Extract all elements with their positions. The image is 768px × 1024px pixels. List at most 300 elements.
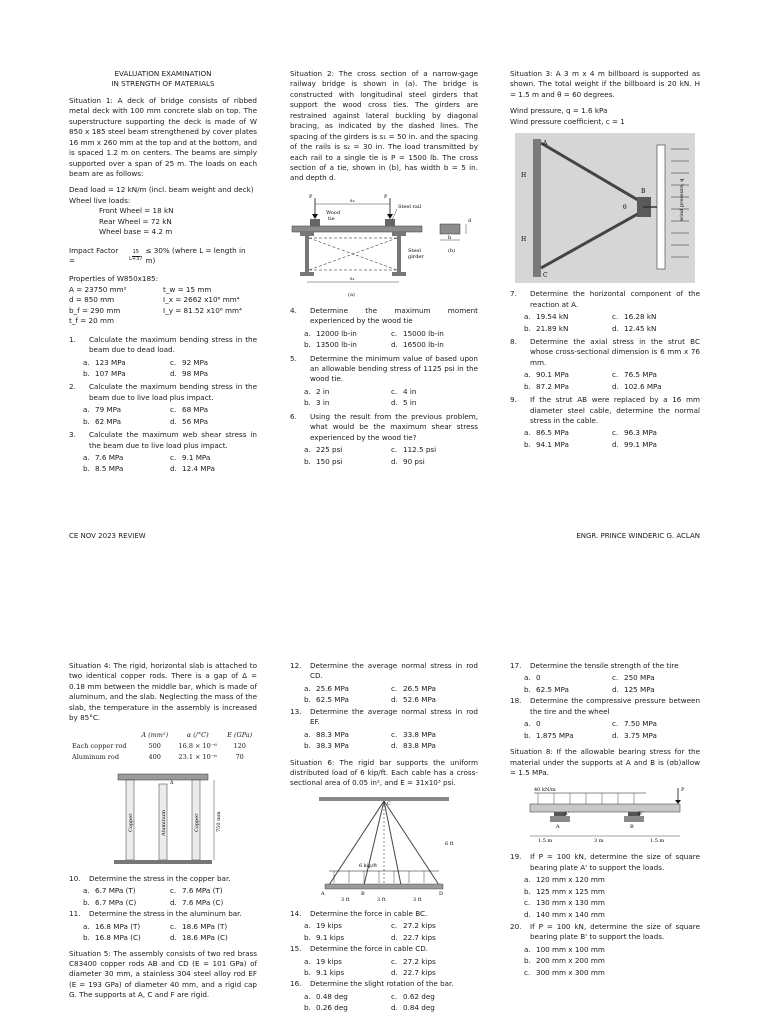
choices: [290, 968, 478, 978]
question-list: [510, 852, 700, 978]
question: [290, 354, 478, 385]
choice-letter: a.: [524, 370, 531, 380]
choice-letter: b.: [524, 730, 531, 740]
railway-bridge-figure: [290, 190, 478, 302]
choice-letter: d.: [612, 684, 619, 694]
choice-value: 76.5 MPa: [624, 370, 657, 380]
choice-letter: a.: [304, 921, 311, 931]
choice-letter: c.: [391, 386, 398, 396]
choice-letter: b.: [524, 956, 531, 966]
question: [290, 707, 478, 728]
beam: [530, 804, 680, 812]
label-span-1: 1.5 m: [538, 838, 553, 845]
choice-value: 3 in: [316, 398, 330, 408]
choice-letter: a.: [524, 312, 531, 322]
choice-letter: d.: [391, 340, 398, 350]
choices: [510, 440, 700, 450]
choices: [290, 921, 478, 931]
question-number: 9.: [510, 395, 517, 405]
question-text: Calculate the maximum bending stress in the beam due to dead load.: [89, 334, 257, 355]
exam-title-line2: IN STRENGTH OF MATERIALS: [111, 79, 215, 89]
rod-slab-figure: [88, 770, 238, 870]
front-wheel: Front Wheel = 18 kN: [99, 206, 174, 216]
choice-letter: b.: [83, 464, 90, 474]
prop-area: A = 23750 mm²: [69, 284, 127, 294]
question-text: Determine the average normal stress in rod CD.: [310, 661, 478, 681]
label-tie: tie: [328, 215, 335, 222]
choice-value: 6.7 MPa (T): [95, 886, 136, 896]
choices: [510, 382, 700, 392]
question-text: Determine the average normal stress in rod EF.: [310, 706, 478, 727]
situation-8-text: Situation 8: If the allowable bearing stress for the material under the supports at A and B is (σb)allow = 1.5 MPa.: [510, 747, 700, 777]
choices: [510, 673, 700, 683]
choice-value: 98 MPa: [182, 368, 209, 378]
question-block: [69, 382, 257, 427]
choice-value: 225 psi: [316, 445, 343, 455]
question-block: [69, 874, 257, 908]
choice-letter: a.: [304, 386, 311, 396]
choice-value: 27.2 kips: [403, 921, 436, 931]
label-load: 6 kip/ft: [359, 862, 378, 869]
prop-empty: [163, 316, 257, 326]
choice-value: 79 MPa: [95, 405, 122, 415]
table-cell: 400: [148, 753, 161, 762]
choice-value: 21.89 kN: [536, 323, 569, 333]
page1-col3: [510, 69, 700, 451]
question-list: [69, 874, 257, 944]
choices: [510, 731, 700, 741]
choice-value: 7.6 MPa: [95, 453, 124, 462]
question-list: [69, 335, 257, 475]
beam-bearing-figure: [520, 784, 690, 848]
question-list: [510, 289, 700, 450]
label-h1: H: [521, 172, 527, 180]
choice-value: 12000 lb-in: [316, 328, 357, 338]
choice-letter: d.: [391, 932, 398, 942]
choice-letter: c.: [391, 445, 398, 455]
choice-letter: d.: [170, 368, 177, 378]
props-grid: [69, 285, 257, 327]
choice-letter: a.: [83, 921, 90, 931]
choice-letter: c.: [391, 921, 398, 931]
question: [510, 696, 700, 717]
choice-letter: d.: [170, 416, 177, 426]
choice-letter: a.: [304, 956, 311, 966]
question-text: Determine the stress in the aluminum bar.: [89, 909, 242, 919]
label-d: D: [439, 890, 444, 897]
choice-value: 5 in: [403, 398, 417, 408]
choice-value: 16500 lb-in: [403, 340, 444, 350]
table-header: A (mm²): [141, 730, 169, 739]
question: [510, 922, 700, 943]
label-a: A: [321, 890, 325, 897]
question-text: Determine the force in cable BC.: [310, 908, 428, 918]
choice-value: 0.48 deg: [316, 991, 348, 1001]
table-header: [69, 730, 136, 741]
label-load: 40 kN/m: [534, 787, 556, 794]
label-aluminum: Aluminum: [161, 809, 167, 836]
choice-value: 62.5 MPa: [316, 695, 349, 705]
choice-value: 62.5 MPa: [536, 684, 569, 694]
choice-value: 3.75 MPa: [624, 730, 657, 740]
choices: [510, 910, 700, 920]
label-b-prime: B': [638, 811, 644, 818]
choice-value: 120 mm x 120 mm: [536, 875, 605, 885]
prop-tf: t_f = 20 mm: [69, 316, 114, 326]
choice-value: 123 MPa: [95, 357, 126, 367]
choice-letter: d.: [612, 323, 619, 333]
choices: [69, 933, 257, 943]
choice-letter: b.: [304, 1003, 311, 1013]
choice-value: 0.84 deg: [403, 1003, 435, 1013]
choices: [290, 933, 478, 943]
choice-letter: a.: [524, 719, 531, 729]
choice-letter: c.: [170, 357, 177, 367]
choices: [290, 329, 478, 339]
choice-letter: a.: [304, 328, 311, 338]
choice-letter: c.: [170, 453, 177, 462]
choice-letter: d.: [612, 730, 619, 740]
props-title: Properties of W850x185:: [69, 274, 159, 284]
question-number: 11.: [69, 909, 81, 919]
base: [114, 860, 212, 864]
label-span-3: 1.5 m: [650, 838, 665, 845]
choice-value: 140 mm x 140 mm: [536, 909, 605, 919]
choice-value: 0: [536, 673, 541, 683]
wheel-base: Wheel base = 4.2 m: [99, 227, 173, 237]
choice-letter: c.: [391, 683, 398, 693]
billboard: [657, 145, 665, 269]
choices: [510, 887, 700, 897]
choice-value: 56 MPa: [182, 416, 209, 426]
choice-value: 62 MPa: [95, 416, 122, 426]
choice-letter: c.: [612, 428, 619, 438]
question-number: 13.: [290, 706, 302, 716]
choice-value: 88.3 MPa: [316, 729, 349, 739]
question-list-top: [510, 661, 700, 741]
label-b: B: [630, 824, 634, 831]
choice-letter: b.: [304, 695, 311, 705]
choice-letter: d.: [391, 968, 398, 977]
choice-value: 7.6 MPa (T): [182, 886, 223, 896]
question-text: Calculate the maximum web shear stress in the beam due to live load plus impact.: [89, 430, 257, 450]
choice-letter: a.: [524, 673, 531, 683]
question: [510, 337, 700, 368]
billboard-figure: [515, 133, 695, 283]
choice-letter: b.: [304, 456, 311, 466]
question-block: [510, 395, 700, 450]
question-text: Determine the horizontal component of the reaction at A.: [530, 289, 700, 309]
choice-value: 12.4 MPa: [182, 464, 215, 474]
label-wood: Wood: [326, 209, 341, 216]
choice-letter: b.: [524, 439, 531, 449]
choices: [290, 457, 478, 467]
label-a-prime: A': [564, 811, 569, 818]
choice-letter: b.: [304, 741, 311, 751]
choice-value: 8.5 MPa: [95, 464, 124, 474]
choices: [510, 945, 700, 955]
question: [69, 335, 257, 356]
prop-depth: d = 850 mm: [69, 295, 115, 305]
label-b-fig: (b): [448, 247, 456, 254]
choice-value: 12.45 kN: [624, 323, 657, 333]
question-block: [69, 335, 257, 380]
question-number: 19.: [510, 852, 522, 862]
situation-3-text: Situation 3: A 3 m x 4 m billboard is supported as shown. The total weight if the billboard is 20 kN. H = 1.5 m and θ = 60 degrees.: [510, 69, 700, 99]
choice-letter: b.: [83, 897, 90, 907]
material-table: [69, 730, 257, 764]
question-block: [510, 696, 700, 741]
question-number: 14.: [290, 908, 302, 918]
dim-s1: s₁: [350, 275, 355, 282]
choice-letter: b.: [304, 932, 311, 942]
choice-letter: a.: [83, 357, 90, 367]
choice-value: 18.6 MPa (C): [182, 933, 228, 943]
choice-value: 0: [536, 719, 541, 729]
choices: [510, 312, 700, 322]
question-text: Determine the minimum value of based upon an allowable bending stress of 1125 psi in the wood tie.: [310, 353, 478, 384]
question-text: If P = 100 kN, determine the size of square bearing plate A' to support the loads.: [530, 852, 700, 872]
prop-iy: I_y = 81.52 x10⁶ mm⁴: [163, 305, 242, 315]
question-text: Calculate the maximum bending stress in the beam due to live load plus impact.: [89, 382, 257, 402]
impact-fraction: [129, 250, 142, 262]
label-theta: θ: [623, 204, 627, 212]
question-text: If P = 100 kN, determine the size of square bearing plate B' to support the loads.: [530, 922, 700, 942]
label-length: 750 mm: [216, 811, 222, 832]
choice-letter: c.: [524, 967, 531, 977]
question: [510, 661, 700, 671]
dim-s2: s₂: [350, 197, 355, 204]
situation-5-text: Situation 5: The assembly consists of two red brass C83400 copper rods AB and CD (E = 101 GPa) of diameter 30 mm, a stainless 304 steel alloy rod EF (E = 193 GPa) of diameter 40 mm, and a rigid cap G. The supports at A, C and F are rigid.: [69, 948, 257, 1000]
question-block: [510, 852, 700, 920]
dim-b: b: [448, 234, 452, 241]
choice-letter: a.: [304, 445, 311, 455]
question: [69, 382, 257, 403]
label-h2: H: [521, 236, 527, 244]
choice-value: 7.6 MPa (C): [182, 897, 224, 907]
choices: [290, 695, 478, 705]
choices: [69, 464, 257, 474]
choices: [510, 324, 700, 334]
question: [290, 661, 478, 682]
label-span-3: 3 ft: [413, 896, 422, 903]
choice-value: 52.6 MPa: [403, 695, 436, 705]
question-text: Determine the slight rotation of the bar.: [310, 979, 454, 989]
choice-value: 22.7 kips: [403, 932, 436, 942]
choice-value: 150 psi: [316, 456, 343, 466]
question-text: Using the result from the previous problem, what would be the maximum shear stress experienced by the wood tie?: [310, 411, 478, 442]
question-block: [69, 430, 257, 475]
question-block: [290, 944, 478, 978]
choices: [510, 370, 700, 380]
table-cell: 16.8 × 10⁻⁶: [178, 742, 217, 751]
question-number: 16.: [290, 979, 302, 989]
choices: [290, 684, 478, 694]
choice-value: 90 psi: [403, 456, 425, 466]
situation-6-text: Situation 6: The rigid bar supports the uniform distributed load of 6 kip/ft. Each cable has a cross-sectional area of 0.05 in², and E = 31x10³ psi.: [290, 757, 478, 788]
choice-letter: a.: [304, 991, 311, 1001]
label-height: 6 ft: [445, 840, 454, 847]
choice-letter: a.: [304, 683, 311, 693]
question: [290, 909, 478, 919]
rigid-bar: [325, 884, 443, 889]
question-text: If the strut AB were replaced by a 16 mm diameter steel cable, determine the normal stress in the cable.: [530, 395, 700, 425]
question: [510, 395, 700, 426]
tie-cross-section: [440, 224, 460, 234]
rail-left: [310, 219, 320, 226]
dead-load: Dead load = 12 kN/m (incl. beam weight and deck): [69, 185, 254, 195]
label-delta: Δ: [170, 779, 174, 786]
choice-letter: d.: [391, 398, 398, 408]
choice-value: 16.8 MPa (T): [95, 921, 141, 931]
choice-letter: b.: [304, 340, 311, 350]
choices: [510, 968, 700, 978]
dim-d: d: [468, 217, 472, 224]
label-copper-1: Copper: [128, 813, 134, 832]
label-c: C: [387, 800, 391, 807]
label-steel-rail: Steel rail: [398, 203, 422, 210]
choice-letter: c.: [612, 370, 619, 380]
choice-value: 16.8 MPa (C): [95, 933, 141, 943]
choice-letter: d.: [170, 464, 177, 474]
table-cell: Each copper rod: [72, 742, 127, 751]
choice-value: 7.50 MPa: [624, 719, 657, 729]
choices: [69, 369, 257, 379]
table-cell: 120: [233, 742, 246, 751]
question: [290, 979, 478, 989]
question-block: [290, 707, 478, 752]
choice-value: 112.5 psi: [403, 445, 437, 455]
table-cell: 23.1 × 10⁻⁶: [178, 753, 217, 762]
choice-letter: b.: [304, 968, 311, 977]
question-block: [290, 909, 478, 943]
choice-letter: a.: [524, 944, 531, 954]
choice-value: 87.2 MPa: [536, 381, 569, 391]
label-girder: girder: [408, 253, 424, 260]
choice-letter: b.: [83, 368, 90, 378]
choices: [69, 405, 257, 415]
question-block: [510, 922, 700, 978]
choice-letter: b.: [524, 381, 531, 391]
choices: [510, 685, 700, 695]
choice-value: 9.1 kips: [316, 968, 345, 977]
choice-letter: c.: [170, 921, 177, 931]
choice-letter: d.: [170, 933, 177, 943]
page2-col3: [510, 661, 700, 979]
footer-left: CE NOV 2023 REVIEW: [69, 532, 146, 540]
choices: [290, 387, 478, 397]
choice-letter: d.: [391, 1003, 398, 1013]
choice-letter: a.: [83, 886, 90, 896]
question-number: 7.: [510, 289, 517, 299]
choice-value: 100 mm x 100 mm: [536, 944, 605, 954]
choice-letter: c.: [391, 956, 398, 966]
label-b: B: [641, 188, 646, 196]
question-number: 15.: [290, 944, 302, 954]
choice-value: 83.8 MPa: [403, 741, 436, 751]
choice-letter: d.: [391, 741, 398, 751]
choice-letter: b.: [83, 933, 90, 943]
load-label-p2: P: [384, 193, 388, 200]
choice-letter: c.: [391, 729, 398, 739]
choices: [69, 886, 257, 896]
choice-value: 200 mm x 200 mm: [536, 956, 605, 966]
choice-value: 9.1 MPa: [182, 453, 211, 462]
choice-value: 15000 lb-in: [403, 328, 444, 338]
choice-value: 19 kips: [316, 956, 342, 966]
table-cell: 500: [148, 742, 161, 751]
choice-letter: c.: [612, 673, 619, 683]
page1-col2: [290, 69, 478, 468]
prop-tw: t_w = 15 mm: [163, 284, 212, 294]
load-label-p1: P: [309, 193, 313, 200]
exam-title-line1: EVALUATION EXAMINATION: [114, 69, 212, 78]
choice-value: 25.6 MPa: [316, 683, 349, 693]
page1-col1: [69, 69, 257, 476]
choice-letter: b.: [524, 323, 531, 333]
impact-suffix: ≤ 30% (where L = length in m): [145, 245, 246, 265]
label-copper-2: Copper: [194, 813, 200, 832]
choices: [290, 340, 478, 350]
choice-letter: d.: [612, 439, 619, 449]
label-a: A: [556, 824, 560, 831]
label-span-2: 3 ft: [377, 896, 386, 903]
choices: [69, 417, 257, 427]
question-list: [290, 306, 478, 467]
choices: [290, 992, 478, 1002]
choice-value: 19 kips: [316, 921, 342, 931]
choice-value: 4 in: [403, 386, 417, 396]
choice-letter: c.: [391, 328, 398, 338]
choice-value: 125 mm x 125 mm: [536, 886, 605, 896]
choice-letter: c.: [170, 405, 177, 415]
choice-value: 86.5 MPa: [536, 428, 569, 438]
ceiling: [319, 797, 449, 801]
situation-1-text: Situation 1: A deck of bridge consists of ribbed metal deck with 100 mm concrete slab on top. The superstructure supporting the deck is made of W 850 x 185 steel beam strengthened by cover plates 16 mm x 260 mm at the top and at the bottom, and is spaced 1.2 m on centers. The beams are simply supported over a span of 25 m. The loads on each beam are as follows:: [69, 95, 257, 178]
choice-value: 250 MPa: [624, 673, 655, 683]
choice-letter: a.: [524, 875, 531, 885]
question-number: 4.: [290, 305, 297, 315]
choices: [69, 922, 257, 932]
choices: [290, 1003, 478, 1013]
label-p: P: [681, 787, 685, 794]
question-text: Determine the stress in the copper bar.: [89, 873, 231, 883]
question-number: 17.: [510, 661, 522, 670]
question-block: [290, 354, 478, 409]
table-row: [69, 752, 257, 763]
choices: [290, 445, 478, 455]
wheel-loads-label: Wheel live loads:: [69, 195, 131, 205]
table-row: [69, 741, 257, 752]
choices: [290, 398, 478, 408]
choices: [69, 453, 257, 463]
question: [69, 874, 257, 884]
question: [290, 306, 478, 327]
question-block: [290, 306, 478, 351]
choice-letter: d.: [391, 456, 398, 466]
question: [510, 852, 700, 873]
prop-bf: b_f = 290 mm: [69, 305, 121, 315]
choice-value: 6.7 MPa (C): [95, 897, 137, 907]
choice-letter: b.: [83, 416, 90, 426]
wind-pressure: Wind pressure, q = 1.6 kPa: [510, 106, 608, 116]
label-steel: Steel: [408, 247, 421, 254]
choices: [510, 956, 700, 966]
choice-value: 1.875 MPa: [536, 730, 574, 740]
question-block: [69, 909, 257, 943]
impact-prefix: Impact Factor =: [69, 245, 119, 265]
label-a: A: [543, 140, 548, 148]
